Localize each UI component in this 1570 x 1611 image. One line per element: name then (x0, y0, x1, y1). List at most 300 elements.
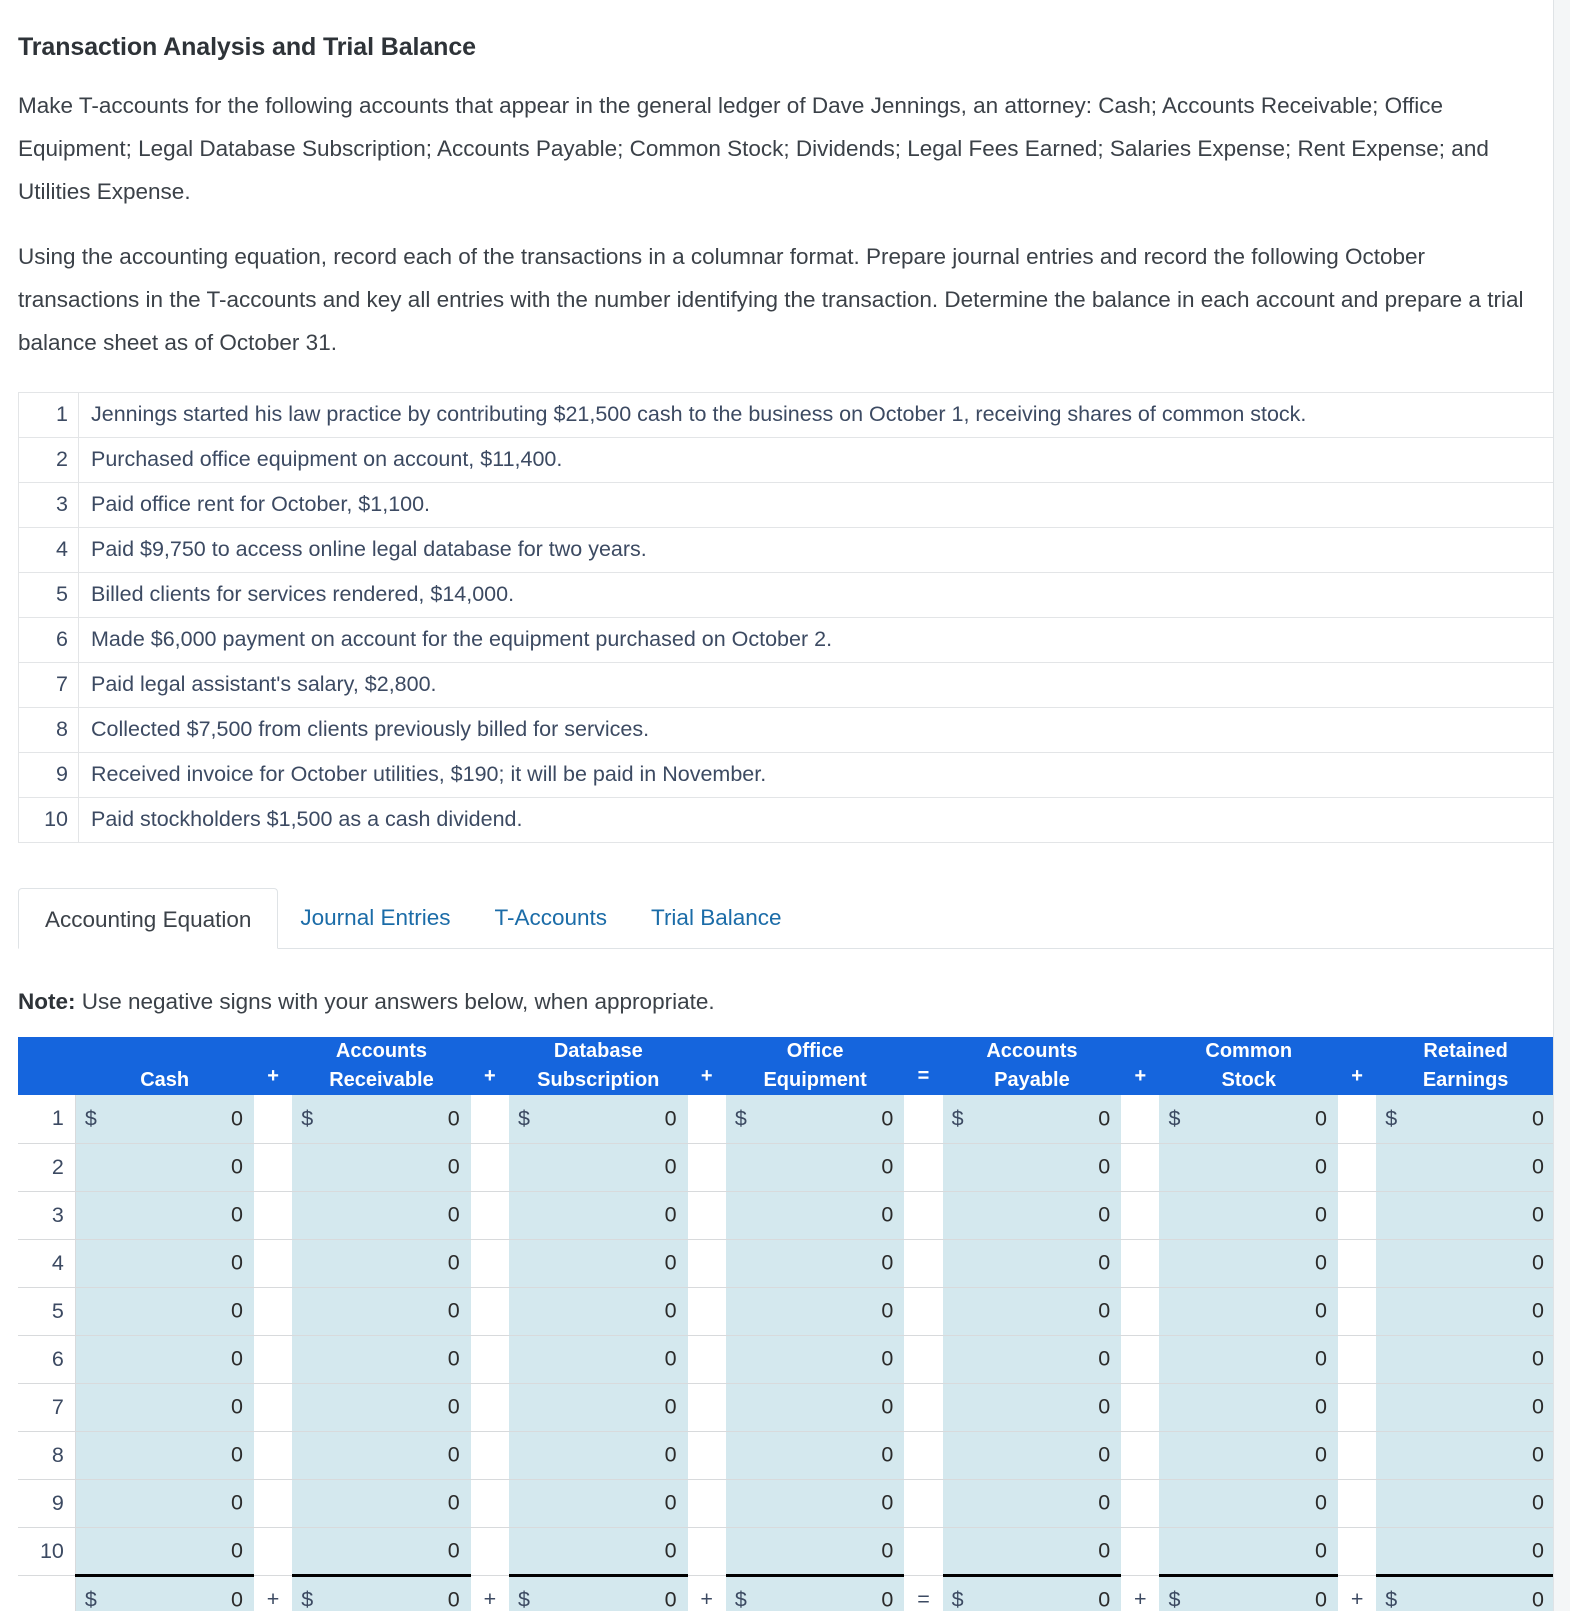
cell-value: 0 (1098, 1442, 1111, 1467)
row-number: 6 (18, 1335, 75, 1383)
column-header-line1: Common (1205, 1040, 1293, 1062)
column-gap (688, 1527, 726, 1575)
equation-data-row (18, 1239, 1553, 1287)
cell-value: 0 (1532, 1442, 1544, 1467)
column-gap (254, 1287, 292, 1335)
total-operator: = (904, 1575, 942, 1611)
column-gap (688, 1479, 726, 1527)
column-gap (904, 1527, 942, 1575)
input-cell-cash[interactable] (75, 1335, 254, 1383)
transaction-description: Paid legal assistant's salary, $2,800. (79, 663, 1554, 708)
transaction-number: 4 (19, 528, 79, 573)
input-cell-receivable[interactable] (292, 1335, 471, 1383)
cell-value: 0 (881, 1250, 894, 1275)
cell-value: 0 (1315, 1298, 1328, 1323)
transaction-description: Paid office rent for October, $1,100. (79, 483, 1554, 528)
note-text: Use negative signs with your answers below, when appropriate. (75, 989, 715, 1014)
cell-value: 0 (664, 1250, 677, 1275)
row-number: 1 (18, 1095, 75, 1143)
input-cell-earnings[interactable] (1376, 1143, 1553, 1191)
column-header-stock (1159, 1037, 1338, 1095)
column-gap (904, 1239, 942, 1287)
cell-value: 0 (447, 1154, 460, 1179)
cell-value: 0 (664, 1346, 677, 1371)
cell-value: 0 (881, 1490, 894, 1515)
column-gap (471, 1287, 509, 1335)
transaction-number: 8 (19, 708, 79, 753)
dollar-sign: $ (951, 1587, 964, 1611)
intro-paragraph-1: Make T-accounts for the following accounts that appear in the general ledger of Dave Jennings, an attorney: Cash; Accounts Receivable; Office Equipment; Legal Database Subscription; Accounts Payable; Common Stock; Dividends; Legal Fees Earned; Salaries Expense; Rent Expense; and Utilities Expense. (18, 93, 1489, 204)
table-row (19, 618, 1554, 663)
column-gap (688, 1287, 726, 1335)
input-cell-payable[interactable] (943, 1335, 1122, 1383)
input-cell-stock[interactable] (1159, 1527, 1338, 1575)
transaction-description: Paid $9,750 to access online legal database for two years. (79, 528, 1554, 573)
transaction-number: 1 (19, 393, 79, 438)
input-cell-receivable[interactable] (292, 1239, 471, 1287)
row-number: 8 (18, 1431, 75, 1479)
input-cell-cash[interactable] (75, 1239, 254, 1287)
transaction-description: Billed clients for services rendered, $14,000. (79, 573, 1554, 618)
header-corner (18, 1037, 75, 1095)
input-cell-subscription[interactable] (509, 1383, 688, 1431)
column-gap (471, 1431, 509, 1479)
column-gap (1338, 1335, 1376, 1383)
input-cell-stock[interactable] (1159, 1335, 1338, 1383)
cell-value: 0 (447, 1587, 460, 1611)
cell-value: 0 (664, 1106, 677, 1131)
cell-value: 0 (1098, 1298, 1111, 1323)
column-gap (904, 1191, 942, 1239)
input-cell-payable[interactable] (943, 1479, 1122, 1527)
input-cell-stock[interactable] (1159, 1431, 1338, 1479)
transaction-description: Collected $7,500 from clients previously billed for services. (79, 708, 1554, 753)
column-header-line2: Earnings (1422, 1069, 1509, 1091)
column-gap (688, 1095, 726, 1143)
cell-value: 0 (1098, 1250, 1111, 1275)
total-operator: + (1121, 1575, 1159, 1611)
equation-data-row (18, 1143, 1553, 1191)
input-cell-cash[interactable] (75, 1383, 254, 1431)
column-gap (1338, 1191, 1376, 1239)
column-gap (254, 1431, 292, 1479)
accounting-equation-table (18, 1037, 1553, 1611)
column-header-receivable (292, 1037, 471, 1095)
accounting-equation-wrapper (18, 1037, 1553, 1611)
input-cell-cash[interactable] (75, 1143, 254, 1191)
column-gap (254, 1191, 292, 1239)
cell-value: 0 (230, 1490, 243, 1515)
column-gap (1338, 1383, 1376, 1431)
transaction-description: Purchased office equipment on account, $11,400. (79, 438, 1554, 483)
cell-value: 0 (1315, 1202, 1328, 1227)
table-row (19, 753, 1554, 798)
cell-value: 0 (1315, 1538, 1328, 1562)
input-cell-equipment[interactable] (726, 1575, 905, 1611)
input-cell-subscription[interactable] (509, 1335, 688, 1383)
cell-value: 0 (230, 1346, 243, 1371)
cell-value: 0 (1098, 1490, 1111, 1515)
row-number: 10 (18, 1527, 75, 1575)
intro-paragraph-2: Using the accounting equation, record each of the transactions in a columnar format. Prepare journal entries and record the following October transactions in the T-accounts and key all entries with the number identifying the transaction. Determine the balance in each account and prepare a trial balance sheet as of October 31. (18, 244, 1524, 355)
cell-value: 0 (664, 1442, 677, 1467)
column-gap (254, 1095, 292, 1143)
column-gap (688, 1335, 726, 1383)
input-cell-payable[interactable] (943, 1095, 1122, 1143)
page-title: Transaction Analysis and Trial Balance (18, 33, 476, 61)
cell-value: 0 (1532, 1587, 1544, 1611)
input-cell-equipment[interactable] (726, 1335, 905, 1383)
cell-value: 0 (1315, 1587, 1328, 1611)
cell-value: 0 (881, 1346, 894, 1371)
column-gap (1338, 1527, 1376, 1575)
cell-value: 0 (230, 1442, 243, 1467)
column-gap (254, 1527, 292, 1575)
total-operator: + (688, 1575, 726, 1611)
row-number: 5 (18, 1287, 75, 1335)
cell-value: 0 (881, 1394, 894, 1419)
column-gap (1121, 1287, 1159, 1335)
column-gap (471, 1191, 509, 1239)
input-cell-stock[interactable] (1159, 1383, 1338, 1431)
input-cell-cash[interactable] (75, 1479, 254, 1527)
cell-value: 0 (230, 1298, 243, 1323)
input-cell-subscription[interactable] (509, 1287, 688, 1335)
input-cell-earnings[interactable] (1376, 1287, 1553, 1335)
column-gap (1121, 1383, 1159, 1431)
cell-value: 0 (1098, 1346, 1111, 1371)
column-gap (1121, 1479, 1159, 1527)
cell-value: 0 (881, 1154, 894, 1179)
column-gap (688, 1191, 726, 1239)
transactions-table (18, 393, 1553, 843)
dollar-sign: $ (84, 1106, 97, 1131)
cell-value: 0 (1315, 1346, 1328, 1371)
input-cell-stock[interactable] (1159, 1239, 1338, 1287)
dollar-sign: $ (518, 1106, 530, 1131)
page-scrollbar[interactable] (1553, 0, 1570, 1611)
input-cell-payable[interactable] (943, 1383, 1122, 1431)
input-cell-equipment[interactable] (726, 1095, 905, 1143)
cell-value: 0 (1532, 1298, 1544, 1323)
equation-data-row (18, 1287, 1553, 1335)
input-cell-stock[interactable] (1159, 1191, 1338, 1239)
column-header-line1: Office (786, 1040, 844, 1062)
table-row (19, 393, 1554, 438)
cell-value: 0 (881, 1538, 894, 1562)
column-gap (1338, 1287, 1376, 1335)
cell-value: 0 (1098, 1538, 1111, 1562)
dollar-sign: $ (301, 1106, 314, 1131)
column-gap (471, 1095, 509, 1143)
column-gap (1121, 1431, 1159, 1479)
transaction-number: 6 (19, 618, 79, 663)
header-operator: + (471, 1037, 509, 1095)
column-header-line1: Accounts (335, 1040, 428, 1062)
input-cell-subscription[interactable] (509, 1095, 688, 1143)
equation-data-row (18, 1431, 1553, 1479)
row-number: 9 (18, 1479, 75, 1527)
input-cell-earnings[interactable] (1376, 1383, 1553, 1431)
cell-value: 0 (1315, 1154, 1328, 1179)
header-operator: + (1121, 1037, 1159, 1095)
column-header-subscription (509, 1037, 688, 1095)
cell-value: 0 (1098, 1587, 1111, 1611)
transactions-table-wrapper (18, 392, 1553, 843)
header-operator: = (904, 1037, 942, 1095)
cell-value: 0 (230, 1587, 243, 1611)
column-gap (1338, 1239, 1376, 1287)
dollar-sign: $ (734, 1587, 747, 1611)
transaction-number: 9 (19, 753, 79, 798)
column-gap (471, 1239, 509, 1287)
total-operator: + (471, 1575, 509, 1611)
cell-value: 0 (881, 1106, 894, 1131)
input-cell-payable[interactable] (943, 1143, 1122, 1191)
column-gap (904, 1431, 942, 1479)
transaction-description: Received invoice for October utilities, $190; it will be paid in November. (79, 753, 1554, 798)
input-cell-equipment[interactable] (726, 1143, 905, 1191)
cell-value: 0 (447, 1394, 460, 1419)
column-gap (1121, 1143, 1159, 1191)
input-cell-earnings[interactable] (1376, 1095, 1553, 1143)
dollar-sign: $ (1168, 1106, 1181, 1131)
cell-value: 0 (664, 1538, 677, 1562)
input-cell-receivable[interactable] (292, 1191, 471, 1239)
column-header-line2: Receivable (329, 1069, 434, 1091)
input-cell-payable[interactable] (943, 1431, 1122, 1479)
column-gap (1121, 1239, 1159, 1287)
cell-value: 0 (1098, 1106, 1111, 1131)
tab-journal-entries[interactable]: Journal Entries (300, 905, 451, 930)
transaction-number: 10 (19, 798, 79, 843)
input-cell-earnings[interactable] (1376, 1335, 1553, 1383)
tab-accounting-equation[interactable]: Accounting Equation (18, 888, 278, 949)
cell-value: 0 (664, 1202, 677, 1227)
cell-value: 0 (230, 1202, 243, 1227)
column-gap (904, 1479, 942, 1527)
dollar-sign: $ (1385, 1587, 1398, 1611)
input-cell-earnings[interactable] (1376, 1479, 1553, 1527)
cell-value: 0 (1532, 1202, 1544, 1227)
row-number: 3 (18, 1191, 75, 1239)
column-gap (1121, 1095, 1159, 1143)
cell-value: 0 (447, 1298, 460, 1323)
note-line (18, 989, 1535, 1015)
cell-value: 0 (1532, 1154, 1544, 1179)
input-cell-cash[interactable] (75, 1095, 254, 1143)
table-row (19, 573, 1554, 618)
table-row (19, 438, 1554, 483)
input-cell-cash[interactable] (75, 1191, 254, 1239)
cell-value: 0 (230, 1394, 243, 1419)
cell-value: 0 (447, 1538, 460, 1562)
column-gap (1338, 1431, 1376, 1479)
cell-value: 0 (1098, 1394, 1111, 1419)
column-gap (1338, 1479, 1376, 1527)
input-cell-payable[interactable] (943, 1527, 1122, 1575)
column-gap (254, 1335, 292, 1383)
equation-data-row (18, 1527, 1553, 1575)
input-cell-cash[interactable] (75, 1575, 254, 1611)
column-gap (471, 1143, 509, 1191)
input-cell-subscription[interactable] (509, 1239, 688, 1287)
column-header-cash (75, 1037, 254, 1095)
dollar-sign: $ (1168, 1587, 1181, 1611)
dollar-sign: $ (84, 1587, 97, 1611)
input-cell-earnings[interactable] (1376, 1191, 1553, 1239)
cell-value: 0 (1098, 1202, 1111, 1227)
cell-value: 0 (1532, 1346, 1544, 1371)
input-cell-payable[interactable] (943, 1575, 1122, 1611)
input-cell-receivable[interactable] (292, 1095, 471, 1143)
column-header-line1: Retained (1423, 1040, 1508, 1062)
cell-value: 0 (1315, 1394, 1328, 1419)
total-operator: + (254, 1575, 292, 1611)
cell-value: 0 (1532, 1394, 1544, 1419)
input-cell-earnings[interactable] (1376, 1527, 1553, 1575)
input-cell-subscription[interactable] (509, 1431, 688, 1479)
cell-value: 0 (447, 1346, 460, 1371)
input-cell-subscription[interactable] (509, 1527, 688, 1575)
column-gap (904, 1095, 942, 1143)
cell-value: 0 (1315, 1106, 1328, 1131)
input-cell-payable[interactable] (943, 1239, 1122, 1287)
input-cell-payable[interactable] (943, 1287, 1122, 1335)
table-row (19, 483, 1554, 528)
transaction-description: Jennings started his law practice by contributing $21,500 cash to the business on October 1, receiving shares of common stock. (79, 393, 1554, 438)
column-header-line1: Accounts (986, 1040, 1078, 1062)
input-cell-stock[interactable] (1159, 1479, 1338, 1527)
cell-value: 0 (1532, 1538, 1544, 1562)
table-row (19, 798, 1554, 843)
input-cell-stock[interactable] (1159, 1287, 1338, 1335)
input-cell-stock[interactable] (1159, 1095, 1338, 1143)
cell-value: 0 (447, 1106, 460, 1131)
transaction-description: Paid stockholders $1,500 as a cash dividend. (79, 798, 1554, 843)
column-header-line2: Equipment (763, 1069, 867, 1091)
column-gap (1121, 1527, 1159, 1575)
input-cell-earnings[interactable] (1376, 1575, 1553, 1611)
input-cell-equipment[interactable] (726, 1191, 905, 1239)
row-number: 2 (18, 1143, 75, 1191)
transaction-number: 5 (19, 573, 79, 618)
column-gap (904, 1143, 942, 1191)
cell-value: 0 (881, 1587, 894, 1611)
column-gap (254, 1479, 292, 1527)
column-gap (688, 1431, 726, 1479)
input-cell-receivable[interactable] (292, 1479, 471, 1527)
input-cell-earnings[interactable] (1376, 1239, 1553, 1287)
tab-t-accounts[interactable]: T-Accounts (494, 905, 608, 930)
cell-value: 0 (447, 1202, 460, 1227)
input-cell-cash[interactable] (75, 1287, 254, 1335)
column-gap (904, 1383, 942, 1431)
cell-value: 0 (230, 1106, 243, 1131)
input-cell-payable[interactable] (943, 1191, 1122, 1239)
input-cell-equipment[interactable] (726, 1383, 905, 1431)
cell-value: 0 (447, 1490, 460, 1515)
dollar-sign: $ (518, 1587, 530, 1611)
equation-header-row (18, 1037, 1553, 1095)
column-gap (254, 1383, 292, 1431)
transaction-number: 7 (19, 663, 79, 708)
input-cell-receivable[interactable] (292, 1431, 471, 1479)
cell-value: 0 (881, 1442, 894, 1467)
column-header-line2: Subscription (537, 1069, 660, 1091)
header-operator: + (1338, 1037, 1376, 1095)
row-number: 7 (18, 1383, 75, 1431)
transaction-number: 3 (19, 483, 79, 528)
column-gap (1338, 1143, 1376, 1191)
input-cell-equipment[interactable] (726, 1239, 905, 1287)
input-cell-receivable[interactable] (292, 1143, 471, 1191)
input-cell-stock[interactable] (1159, 1143, 1338, 1191)
header-operator: + (688, 1037, 726, 1095)
cell-value: 0 (1532, 1490, 1544, 1515)
input-cell-subscription[interactable] (509, 1191, 688, 1239)
input-cell-cash[interactable] (75, 1527, 254, 1575)
input-cell-equipment[interactable] (726, 1479, 905, 1527)
input-cell-receivable[interactable] (292, 1287, 471, 1335)
cell-value: 0 (447, 1250, 460, 1275)
cell-value: 0 (881, 1202, 894, 1227)
cell-value: 0 (664, 1394, 677, 1419)
equation-data-row (18, 1479, 1553, 1527)
column-gap (254, 1239, 292, 1287)
input-cell-equipment[interactable] (726, 1527, 905, 1575)
cell-value: 0 (664, 1154, 677, 1179)
cell-value: 0 (447, 1442, 460, 1467)
cell-value: 0 (1532, 1250, 1544, 1275)
column-gap (1121, 1335, 1159, 1383)
input-cell-receivable[interactable] (292, 1527, 471, 1575)
cell-value: 0 (1315, 1250, 1328, 1275)
tab-trial-balance[interactable]: Trial Balance (651, 905, 782, 930)
row-number (18, 1575, 75, 1611)
cell-value: 0 (230, 1538, 243, 1562)
input-cell-earnings[interactable] (1376, 1431, 1553, 1479)
column-gap (1121, 1191, 1159, 1239)
cell-value: 0 (664, 1490, 677, 1515)
cell-value: 0 (1315, 1442, 1328, 1467)
tab-bar (18, 887, 1553, 949)
input-cell-cash[interactable] (75, 1431, 254, 1479)
column-gap (688, 1383, 726, 1431)
transaction-number: 2 (19, 438, 79, 483)
input-cell-subscription[interactable] (509, 1575, 688, 1611)
dollar-sign: $ (1385, 1106, 1398, 1131)
column-gap (471, 1479, 509, 1527)
input-cell-receivable[interactable] (292, 1575, 471, 1611)
cell-value: 0 (230, 1250, 243, 1275)
column-header-line1: Database (553, 1040, 643, 1062)
column-header-line2: Payable (994, 1069, 1070, 1091)
input-cell-receivable[interactable] (292, 1383, 471, 1431)
input-cell-subscription[interactable] (509, 1479, 688, 1527)
equation-data-row (18, 1335, 1553, 1383)
cell-value: 0 (664, 1298, 677, 1323)
input-cell-stock[interactable] (1159, 1575, 1338, 1611)
input-cell-equipment[interactable] (726, 1287, 905, 1335)
column-gap (471, 1383, 509, 1431)
input-cell-equipment[interactable] (726, 1431, 905, 1479)
input-cell-subscription[interactable] (509, 1143, 688, 1191)
dollar-sign: $ (734, 1106, 747, 1131)
column-header-payable (943, 1037, 1122, 1095)
column-gap (688, 1143, 726, 1191)
dollar-sign: $ (301, 1587, 314, 1611)
